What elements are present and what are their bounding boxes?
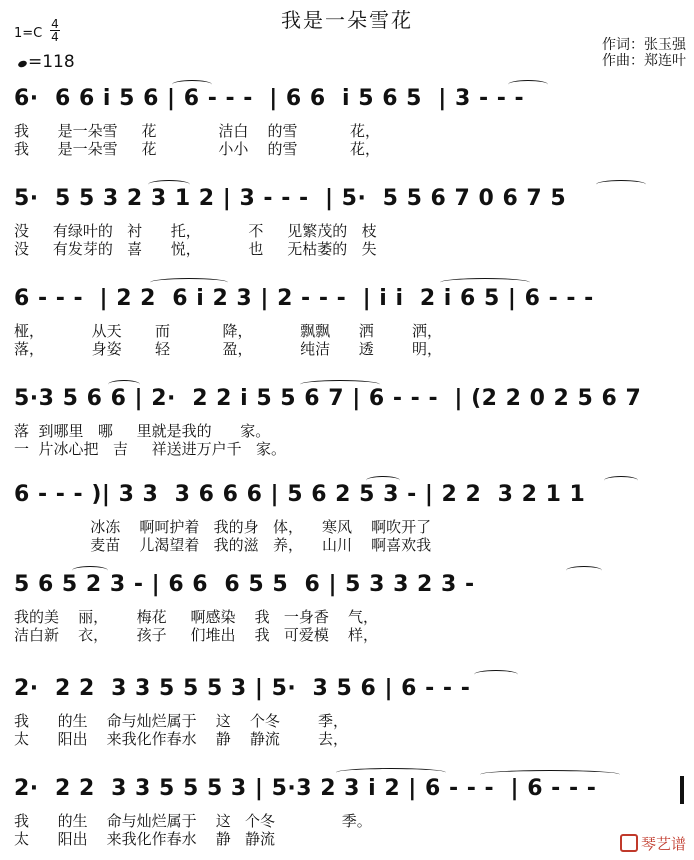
notation-line: 6 - - - | 2 2 6 i 2 3 | 2 - - - | i i 2 i 6 5 | 6 - - -	[14, 286, 594, 311]
lyrics-verse-2: 没 有发芽的 喜 悦， 也 无枯萎的 失	[14, 240, 377, 258]
slur	[604, 476, 638, 485]
notation-line: 2· 2 2 3 3 5 5 5 3 | 5·3 2 3 i 2 | 6 - - - | 6 - - -	[14, 776, 597, 801]
lyrics-verse-2: 落， 身姿 轻 盈， 纯洁 透 明，	[14, 340, 442, 358]
lyrics-verse-2: 我 是一朵雪 花 小小 的雪 花，	[14, 140, 380, 158]
lyrics-verse-1: 冰冻 啊呵护着 我的身 体， 寒风 啊吹开了	[14, 518, 432, 536]
notation-line: 5· 5 5 3 2 3 1 2 | 3 - - - | 5· 5 5 6 7 0 6 7 5	[14, 186, 567, 211]
slur	[300, 380, 380, 389]
song-title: 我是一朵雪花	[281, 8, 413, 32]
notation-line: 2· 2 2 3 3 5 5 5 3 | 5· 3 5 6 | 6 - - -	[14, 676, 471, 701]
lyrics-verse-1: 落 到哪里 哪 里就是我的 家。	[14, 422, 271, 440]
slur	[566, 566, 602, 575]
lyrics-verse-1: 我 是一朵雪 花 洁白 的雪 花，	[14, 122, 380, 140]
slur	[440, 278, 530, 287]
lyrics-verse-2: 洁白新 衣， 孩子 们堆出 我 可爱模 样，	[14, 626, 378, 644]
site-logo	[620, 833, 686, 854]
tempo-marking	[18, 52, 75, 72]
logo-text: 琴艺谱	[640, 835, 686, 853]
time-signature-bottom: 4	[51, 30, 59, 44]
final-barline	[680, 776, 684, 804]
lyrics-verse-1: 我的美 丽， 梅花 啊感染 我 一身香 气，	[14, 608, 378, 626]
tie	[480, 770, 620, 779]
slur	[72, 566, 108, 575]
time-signature	[50, 18, 60, 43]
lyrics-verse-1: 我 的生 命与灿烂属于 这 个冬 季。	[14, 812, 372, 830]
logo-mark-icon	[620, 834, 638, 852]
lyrics-verse-2: 麦苗 儿渴望着 我的滋 养， 山川 啊喜欢我	[14, 536, 432, 554]
notation-line: 6· 6 6 i 5 6 | 6 - - - | 6 6 i 5 6 5 | 3 - - -	[14, 86, 525, 111]
slur	[596, 180, 646, 189]
lyrics-verse-1: 我 的生 命与灿烂属于 这 个冬 季，	[14, 712, 348, 730]
slur	[366, 476, 400, 485]
time-signature-top: 4	[51, 17, 59, 31]
tempo-value: =118	[28, 52, 75, 72]
lyrics-verse-2: 一 片冰心把 吉 祥送进万户千 家。	[14, 440, 286, 458]
slur	[148, 180, 190, 189]
slur	[336, 768, 446, 777]
composer-credit: 作曲：郑连叶	[602, 53, 686, 69]
lyrics-verse-1: 桠， 从天 而 降， 飘飘 洒 洒，	[14, 322, 442, 340]
lyrics-verse-2: 太 阳出 来我化作春水 静 静流	[14, 830, 276, 848]
slur	[150, 278, 228, 287]
lyrics-verse-1: 没 有绿叶的 衬 托， 不 见繁茂的 枝	[14, 222, 377, 240]
slur	[108, 380, 140, 389]
notation-line: 5·3 5 6 6 | 2· 2 2 i 5 5 6 7 | 6 - - - | (2 2 0 2 5 6 7	[14, 386, 642, 411]
quarter-note-icon	[17, 60, 28, 69]
notation-line: 6 - - - )| 3 3 3 6 6 6 | 5 6 2 5 3 - | 2 2 3 2 1 1	[14, 482, 586, 507]
slur	[508, 80, 548, 89]
key-signature: 1=C	[14, 26, 43, 41]
lyricist-credit: 作词：张玉强	[602, 37, 686, 53]
notation-line: 5 6 5 2 3 - | 6 6 6 5 5 6 | 5 3 3 2 3 -	[14, 572, 475, 597]
lyrics-verse-2: 太 阳出 来我化作春水 静 静流 去，	[14, 730, 348, 748]
slur	[474, 670, 518, 679]
slur	[172, 80, 212, 89]
